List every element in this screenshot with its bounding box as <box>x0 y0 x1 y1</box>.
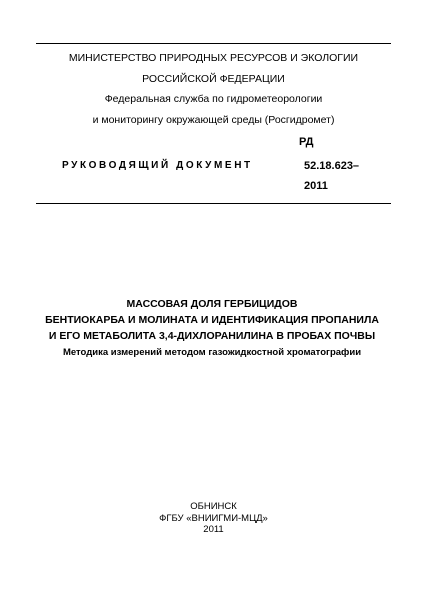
document-type-label: РУКОВОДЯЩИЙ ДОКУМЕНТ <box>62 160 253 171</box>
middle-divider <box>36 203 391 204</box>
agency-line-1: Федеральная служба по гидрометеорологии <box>104 93 323 105</box>
imprint <box>36 501 391 536</box>
title-line-3: И ЕГО МЕТАБОЛИТА 3,4-ДИХЛОРАНИЛИНА В ПРОБАХ ПОЧВЫ <box>48 330 376 342</box>
title-line-1: МАССОВАЯ ДОЛЯ ГЕРБИЦИДОВ <box>126 298 298 310</box>
imprint-publisher: ФГБУ «ВНИИГМИ-МЦД» <box>159 512 268 524</box>
ministry-line-1: МИНИСТЕРСТВО ПРИРОДНЫХ РЕСУРСОВ И ЭКОЛОГИИ <box>68 52 359 64</box>
imprint-city: ОБНИНСК <box>190 501 237 512</box>
agency-line-2: и мониторингу окружающей среды (Росгидромет) <box>92 113 335 126</box>
document-code-prefix: РД <box>299 136 314 148</box>
document-code-year: 2011 <box>304 180 328 192</box>
title-line-2: БЕНТИОКАРБА И МОЛИНАТА И ИДЕНТИФИКАЦИЯ ПРОПАНИЛА <box>45 314 379 326</box>
imprint-year: 2011 <box>203 524 224 535</box>
document-code-number: 52.18.623– <box>304 160 360 172</box>
ministry-line-2: РОССИЙСКОЙ ФЕДЕРАЦИИ <box>142 72 285 85</box>
top-divider <box>36 43 391 44</box>
document-title <box>20 296 404 361</box>
issuing-authority <box>36 48 391 130</box>
document-subtitle: Методика измерений методом газожидкостной хроматографии <box>62 347 362 358</box>
